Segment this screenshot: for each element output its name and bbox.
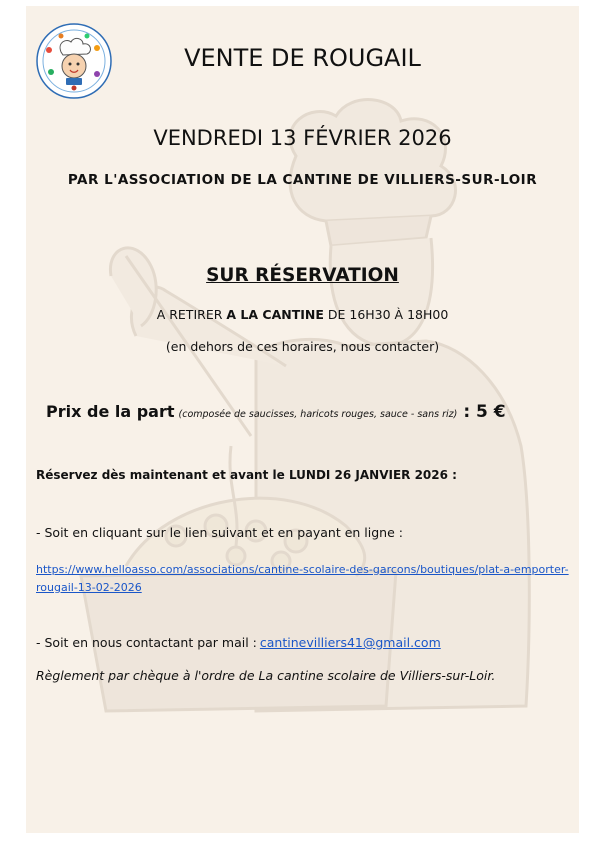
price-label: Prix de la part xyxy=(46,402,175,421)
hours-note: (en dehors de ces horaires, nous contacter) xyxy=(165,339,440,354)
event-date: VENDREDI 13 FÉVRIER 2026 xyxy=(153,126,452,150)
cheque-payment-note: Règlement par chèque à l'ordre de La cantine scolaire de Villiers-sur-Loir. xyxy=(36,668,496,683)
online-payment-intro: - Soit en cliquant sur le lien suivant et en payant en ligne : xyxy=(36,525,403,540)
flyer-page xyxy=(26,6,579,833)
organizer-line: PAR L'ASSOCIATION DE LA CANTINE DE VILLIERS-SUR-LOIR xyxy=(67,172,538,188)
pickup-hours: DE 16H30 À 18H00 xyxy=(323,307,449,322)
mail-line xyxy=(36,635,441,650)
reservation-heading: SUR RÉSERVATION xyxy=(206,265,399,286)
price-line xyxy=(46,402,506,422)
pickup-info xyxy=(26,307,579,322)
email-link[interactable]: cantinevilliers41@gmail.com xyxy=(259,635,441,650)
pickup-place: A LA CANTINE xyxy=(226,307,324,322)
price-value: : 5 € xyxy=(463,402,506,422)
price-detail: (composée de saucisses, haricots rouges, sauce - sans riz) xyxy=(178,409,458,420)
pickup-prefix: A RETIRER xyxy=(156,307,227,322)
mail-intro: - Soit en nous contactant par mail : xyxy=(36,635,257,650)
page-title: VENTE DE ROUGAIL xyxy=(184,44,421,72)
reservation-deadline: Réservez dès maintenant et avant le LUNDI 26 JANVIER 2026 : xyxy=(36,468,457,482)
helloasso-link[interactable]: https://www.helloasso.com/associations/cantine-scolaire-des-garcons/boutiques/plat-a-emporter-rougail-13-02-2026 xyxy=(36,563,569,594)
